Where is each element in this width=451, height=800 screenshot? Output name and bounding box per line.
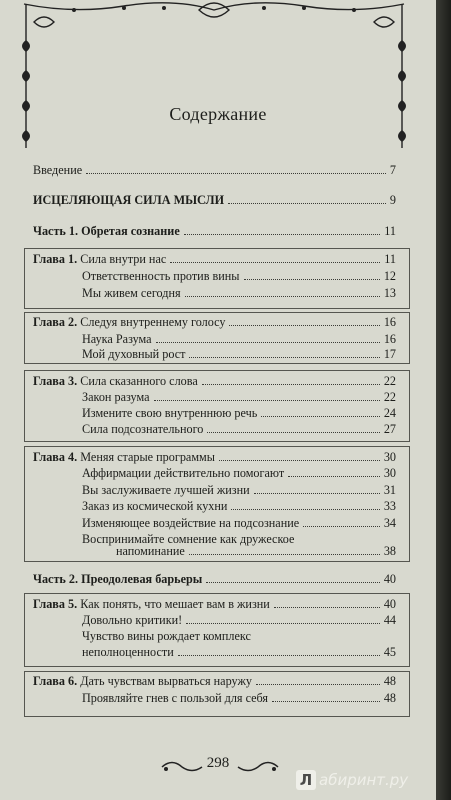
dot-leader: [261, 416, 380, 417]
dot-leader: [206, 582, 380, 583]
toc-entry-label: Обретая сознание: [81, 224, 180, 238]
toc-entry-prefix: Глава 5.: [33, 597, 78, 611]
toc-page-number: 12: [383, 269, 396, 283]
page-title: Содержание: [169, 104, 267, 124]
toc-entry-label: Меняя старые программы: [80, 450, 215, 464]
dot-leader: [207, 432, 380, 433]
toc-page-number: 27: [383, 422, 396, 436]
toc-entry: [0, 421, 436, 437]
toc-entry: [0, 251, 436, 267]
toc-entry-prefix: Глава 3.: [33, 374, 78, 388]
toc-page-number: 11: [384, 224, 396, 238]
dot-leader: [154, 400, 380, 401]
toc-entry-label: Довольно критики!: [82, 613, 183, 627]
toc-page-number: 34: [383, 516, 396, 530]
toc-page-number: 30: [383, 450, 396, 464]
toc-page-number: 48: [383, 674, 396, 688]
toc-entry-label: Сила внутри нас: [80, 252, 167, 266]
toc-page-number: 48: [383, 691, 396, 705]
ornamental-frame: [14, 0, 414, 150]
toc-entry-label: Закон разума: [82, 390, 150, 404]
toc-entry-prefix: Глава 2.: [33, 315, 78, 329]
toc-entry-label: Сила сказанного слова: [80, 374, 198, 388]
dot-leader: [219, 460, 380, 461]
toc-page-number: 9: [389, 193, 396, 207]
toc-entry: [0, 373, 436, 389]
toc-entry-label: Измените свою внутреннюю речь: [82, 406, 258, 420]
toc-entry-label: Ответственность против вины: [82, 269, 240, 283]
toc-entry: [0, 465, 436, 481]
dot-leader: [202, 384, 380, 385]
toc-entry-label: Сила подсознательного: [82, 422, 204, 436]
toc-entry-label: Воспринимайте сомнение как дружеское: [82, 532, 295, 546]
toc-entry-label: Проявляйте гнев с пользой для себя: [82, 691, 269, 705]
dot-leader: [185, 296, 380, 297]
right-flourish-icon: [236, 760, 280, 774]
toc-page-number: 38: [383, 544, 396, 558]
watermark-logo-icon: Л: [296, 770, 316, 790]
toc-entry: [0, 285, 436, 301]
dot-leader: [184, 234, 380, 235]
toc-entry: [0, 498, 436, 514]
toc-entry: [0, 543, 436, 559]
page-edge: [436, 0, 451, 800]
toc-entry: [0, 644, 436, 660]
toc-entry-prefix: Глава 4.: [33, 450, 78, 464]
toc-entry: [0, 571, 436, 587]
toc-page-number: 30: [383, 466, 396, 480]
toc-page-number: 16: [383, 332, 396, 346]
toc-page-number: 11: [384, 252, 396, 266]
toc-entry: [0, 628, 436, 644]
toc-entry: [0, 596, 436, 612]
toc-entry: [0, 449, 436, 465]
page-number: 298: [206, 755, 230, 771]
watermark: [296, 770, 408, 790]
toc-entry-label: Вы заслуживаете лучшей жизни: [82, 483, 250, 497]
dot-leader: [189, 357, 380, 358]
dot-leader: [244, 279, 380, 280]
dot-leader: [303, 526, 380, 527]
toc-page-number: 24: [383, 406, 396, 420]
toc-entry-label: Изменяющее воздействие на подсознание: [82, 516, 300, 530]
toc-entry: [0, 673, 436, 689]
toc-entry-prefix: Глава 1.: [33, 252, 78, 266]
toc-entry: [0, 223, 436, 239]
toc-page-number: 7: [389, 163, 396, 177]
toc-entry: [0, 268, 436, 284]
toc-entry-label: Введение: [33, 163, 83, 177]
toc-page-number: 13: [383, 286, 396, 300]
toc-page-number: 44: [383, 613, 396, 627]
toc-entry: [0, 314, 436, 330]
toc-page-number: 22: [383, 374, 396, 388]
toc-entry-label: Преодолевая барьеры: [81, 572, 203, 586]
toc-entry: [0, 690, 436, 706]
toc-page-number: 40: [383, 572, 396, 586]
toc-page-number: 17: [383, 347, 396, 361]
toc-entry: [0, 612, 436, 628]
toc-page-number: 40: [383, 597, 396, 611]
toc-page-number: 16: [383, 315, 396, 329]
toc-entry: [0, 405, 436, 421]
dot-leader: [189, 554, 380, 555]
toc-entry: [0, 389, 436, 405]
toc-page-number: 31: [383, 483, 396, 497]
toc-entry: [0, 346, 436, 362]
toc-entry-label: Аффирмации действительно помогают: [82, 466, 285, 480]
toc-page-number: 33: [383, 499, 396, 513]
toc-entry-label: неполноценности: [82, 645, 174, 659]
toc-entry-label: Заказ из космической кухни: [82, 499, 228, 513]
toc-entry-prefix: Глава 6.: [33, 674, 78, 688]
toc-entry: [0, 162, 436, 178]
toc-entry: [0, 331, 436, 347]
dot-leader: [178, 655, 380, 656]
dot-leader: [186, 623, 380, 624]
dot-leader: [228, 203, 386, 204]
toc-entry-label: Мы живем сегодня: [82, 286, 181, 300]
dot-leader: [256, 684, 380, 685]
toc-entry-label: ИСЦЕЛЯЮЩАЯ СИЛА МЫСЛИ: [33, 193, 225, 207]
dot-leader: [231, 509, 380, 510]
toc-entry-prefix: Часть 1.: [33, 224, 79, 238]
dot-leader: [288, 476, 380, 477]
dot-leader: [229, 325, 380, 326]
dot-leader: [170, 262, 380, 263]
toc-entry-label: Мой духовный рост: [82, 347, 186, 361]
toc-entry-prefix: Часть 2.: [33, 572, 79, 586]
toc-page-number: 22: [383, 390, 396, 404]
toc-entry: [0, 192, 436, 208]
dot-leader: [254, 493, 380, 494]
toc-entry-label: Дать чувствам вырваться наружу: [80, 674, 252, 688]
dot-leader: [274, 607, 380, 608]
dot-leader: [86, 173, 386, 174]
toc-entry-label: Чувство вины рождает комплекс: [82, 629, 251, 643]
dot-leader: [156, 342, 380, 343]
toc-entry-label: Как понять, что мешает вам в жизни: [80, 597, 270, 611]
toc-entry: [0, 515, 436, 531]
toc-entry-label: Наука Разума: [82, 332, 152, 346]
toc-entry-label: Следуя внутреннему голосу: [80, 315, 226, 329]
toc-page-number: 45: [383, 645, 396, 659]
toc-entry-label: напоминание: [116, 544, 185, 558]
watermark-text: абиринт.ру: [319, 771, 409, 789]
dot-leader: [272, 701, 380, 702]
toc-entry: [0, 482, 436, 498]
